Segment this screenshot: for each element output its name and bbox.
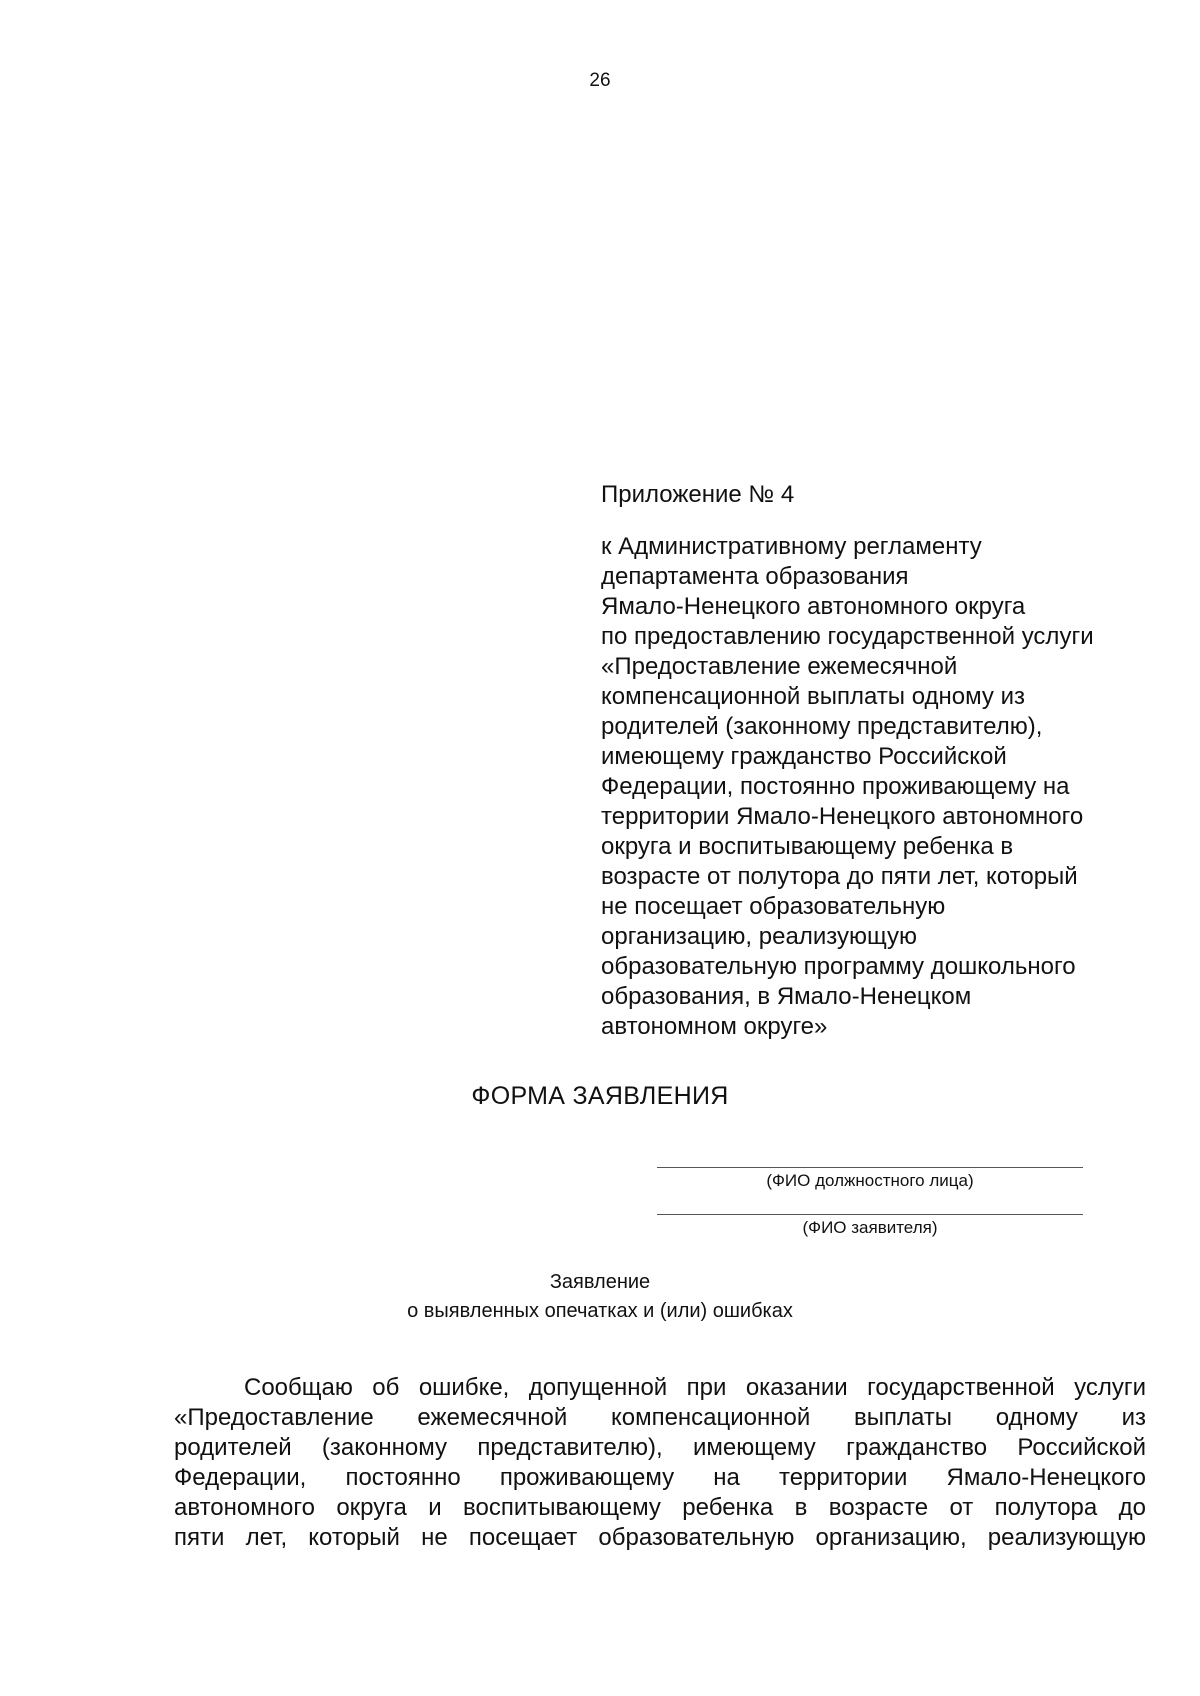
body-line: Сообщаю об ошибке, допущенной при оказании государственной услуги	[244, 1374, 1146, 1401]
appendix-line: автономном округе»	[601, 1013, 828, 1040]
body-line: «Предоставление ежемесячной компенсационной выплаты одному из	[174, 1404, 1146, 1431]
appendix-line: департамента образования	[601, 563, 909, 590]
appendix-line: Федерации, постоянно проживающему на	[601, 773, 1070, 800]
appendix-line: имеющему гражданство Российской	[601, 743, 1007, 770]
appendix-line: образовательную программу дошкольного	[601, 953, 1076, 980]
statement-title: Заявление	[549, 1271, 651, 1293]
statement-subtitle: о выявленных опечатках и (или) ошибках	[407, 1300, 793, 1322]
appendix-title: Приложение № 4	[601, 481, 795, 508]
applicant-name-caption: (ФИО заявителя)	[802, 1218, 938, 1237]
body-line: автономного округа и воспитывающему ребенка в возрасте от полутора до	[174, 1494, 1146, 1521]
appendix-line: округа и воспитывающему ребенка в	[601, 833, 1014, 860]
body-line: родителей (законному представителю), имеющему гражданство Российской	[174, 1434, 1146, 1461]
form-title: ФОРМА ЗАЯВЛЕНИЯ	[471, 1082, 729, 1110]
appendix-line: «Предоставление ежемесячной	[601, 653, 958, 680]
appendix-line: родителей (законному представителю),	[601, 713, 1043, 740]
appendix-line: не посещает образовательную	[601, 893, 946, 920]
appendix-line: Ямало-Ненецкого автономного округа	[601, 593, 1026, 620]
appendix-line: организацию, реализующую	[601, 923, 917, 950]
official-name-caption: (ФИО должностного лица)	[766, 1171, 974, 1190]
appendix-block	[601, 480, 1161, 1042]
applicant-name-field[interactable]	[657, 1214, 1083, 1238]
appendix-line: территории Ямало-Ненецкого автономного	[601, 803, 1084, 830]
appendix-line: образования, в Ямало-Ненецком	[601, 983, 972, 1010]
body-line: пяти лет, который не посещает образовательную организацию, реализующую	[174, 1524, 1146, 1551]
appendix-line: компенсационной выплаты одному из	[601, 683, 1025, 710]
page-number: 26	[589, 70, 611, 91]
official-name-field[interactable]	[657, 1167, 1083, 1191]
appendix-line: возрасте от полутора до пяти лет, который	[601, 863, 1078, 890]
appendix-line: по предоставлению государственной услуги	[601, 623, 1094, 650]
body-line: Федерации, постоянно проживающему на территории Ямало-Ненецкого	[174, 1464, 1146, 1491]
statement-heading	[0, 1268, 1200, 1326]
statement-body	[174, 1373, 1146, 1553]
appendix-line: к Административному регламенту	[601, 533, 982, 560]
